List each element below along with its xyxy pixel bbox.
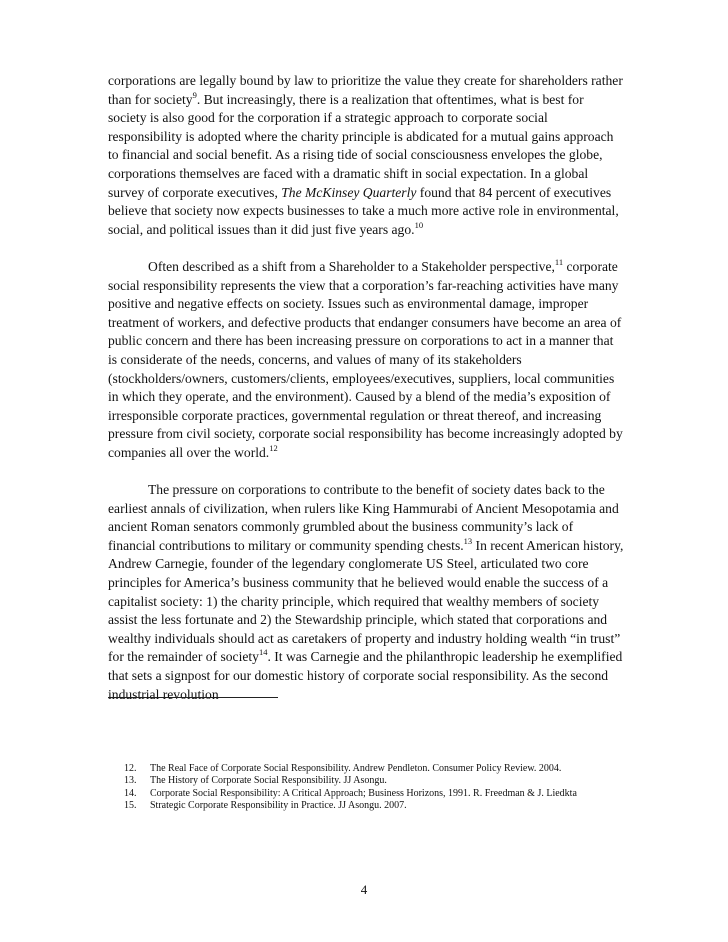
page-number: 4 xyxy=(360,882,368,897)
footnote-ref: 11 xyxy=(554,256,564,267)
footnote-ref: 10 xyxy=(414,219,424,230)
footnote-ref: 14 xyxy=(258,647,268,658)
paragraph-2: Often described as a shift from a Shareholder to a Stakeholder perspective,$^{11}$ corporate social responsibility represents the view that a corporation’s far-reaching activities have many positive and negative effects on society. Issues such as environmental damage, improper treatment of workers, and defective products that endanger consumers have become an area of public concern and there has been increasing pressure on corporations to act in a manner that is considerate of the needs, concerns, and values of many of its stakeholders (stockholders/owners, customers/clients, employees/executives, suppliers, local communities in which they operate, and the environment). Caused by a blend of the media’s exposition of irresponsible corporate practices, governmental regulation or threat thereof, and increasing pressure from civil society, corporate social responsibility has become increasingly adopted by companies all over the world.$^{12}$ xyxy=(108,256,623,460)
publication-title: The McKinsey Quarterly xyxy=(281,184,417,200)
footnote-ref: 12 xyxy=(269,442,278,453)
paragraph-3: The pressure on corporations to contribute to the benefit of society dates back to the earliest annals of civilization, when rulers like King Hammurabi of Ancient Mesopotamia and ancient Roman senators commonly grumbled about the business community’s lack of financial contributions to military or community spending chests.$^{13}$ In recent American history, Andrew Carnegie, founder of the legendary conglomerate US Steel, articulated two core principles for America’s business community that he believed would enable the success of a capitalist society: 1) the charity principle, which required that wealthy members of society assist the less fortunate and 2) the Stewardship principle, which stated that corporations and wealthy individuals should act as caretakers of property and industry holding wealth “in trust” for the remainder of society$^{14}$. It was Carnegie and the philanthropic leadership he exemplified that sets a signpost for our domestic history of corporate social responsibility. As the second industrial revolution xyxy=(108,482,624,702)
footnote-item: 13. The History of Corporate Social Responsibility. JJ Asongu. xyxy=(124,775,387,787)
footnote-item: 15. Strategic Corporate Responsibility in Practice. JJ Asongu. 2007. xyxy=(124,800,407,812)
footnote-item: 14. Corporate Social Responsibility: A Critical Approach; Business Horizons, 1991. R. Freedman & J. Liedkta xyxy=(124,787,577,799)
paragraph-1: corporations are legally bound by law to prioritize the value they create for shareholders rather than for society$^9$. But increasingly, there is a realization that oftentimes, what is best for society is also good for the corporation if a strategic approach to corporate social responsibility is adopted where the charity principle is abdicated for a mutual gains approach to financial and social benefit. As a rising tide of social consciousness envelopes the globe, corporations themselves are faced with a dramatic shift in social expectation. In a global survey of corporate executives, The McKinsey Quarterly found that 84 percent of executives believe that society now expects businesses to take a much more active role in environmental, social, and political issues than it did just five years ago.$^{10}$ xyxy=(108,73,623,237)
footnote-ref: 9 xyxy=(192,89,197,100)
footnote-item: 12. The Real Face of Corporate Social Responsibility. Andrew Pendleton. Consumer Policy Review. 2004. xyxy=(124,763,562,774)
footnote-ref: 13 xyxy=(463,535,473,546)
footnote-separator xyxy=(108,697,278,698)
footnotes xyxy=(124,763,624,813)
body-text xyxy=(108,72,624,723)
